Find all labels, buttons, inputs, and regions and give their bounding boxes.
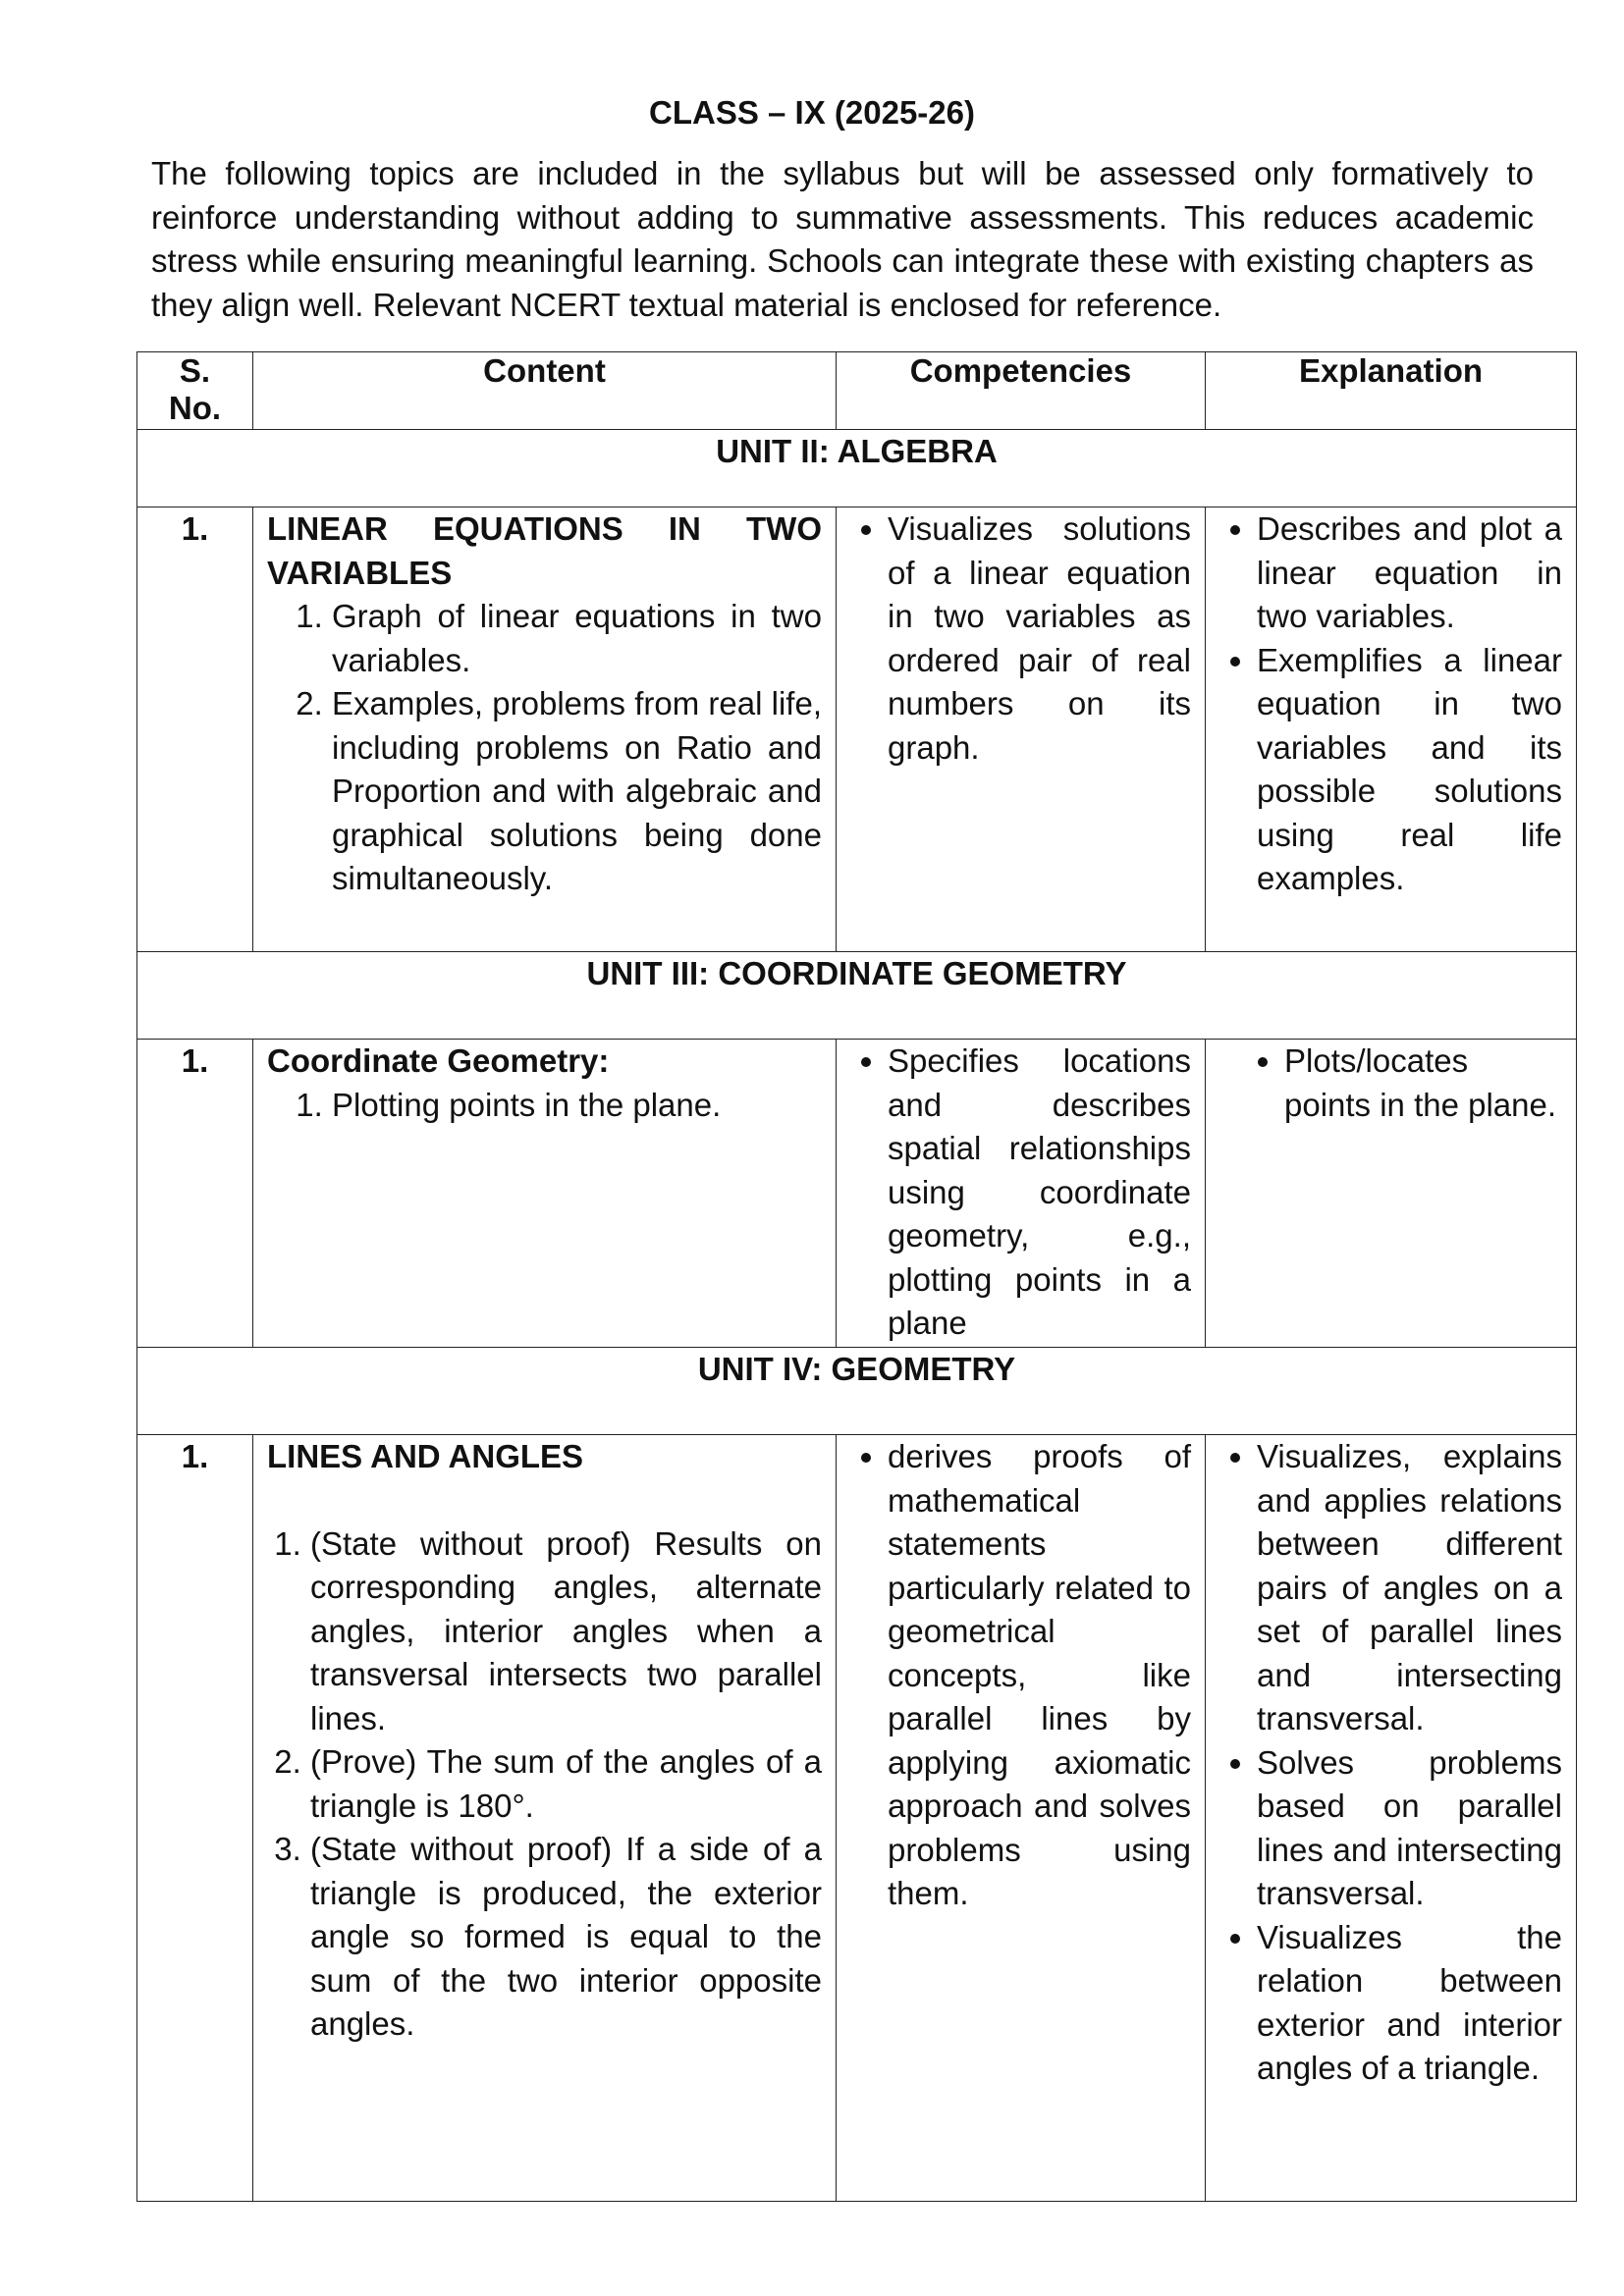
row-sno: 1. xyxy=(137,1435,253,2202)
row-competencies xyxy=(837,1040,1206,1348)
list-item: • Exemplifies a linear equation in two variables and its possible solutions using real life examples. xyxy=(1257,639,1562,901)
row-content xyxy=(253,1435,837,2202)
list-item: • Plots/locates points in the plane. xyxy=(1284,1040,1562,1127)
list-item: 2. Examples, problems from real life, including problems on Ratio and Proportion and with algebraic and graphical solutions being done simultaneously. xyxy=(332,682,822,901)
intro-paragraph: The following topics are included in the syllabus but will be assessed only formatively to reinforce understanding without adding to summative assessments. This reduces academic stress while ensuring meaningful learning. Schools can integrate these with existing chapters as they align well. Relevant NCERT textual material is enclosed for reference. xyxy=(151,155,1534,323)
table-header-row xyxy=(137,352,1577,430)
content-list xyxy=(267,1522,822,2047)
row-competencies xyxy=(837,1435,1206,2202)
row-explanation xyxy=(1206,1040,1577,1348)
page-title: CLASS – IX (2025-26) xyxy=(649,94,975,131)
list-item: 1. Graph of linear equations in two variables. xyxy=(332,595,822,682)
explanation-list xyxy=(1219,1040,1562,1127)
unit-heading-row xyxy=(137,952,1577,1040)
list-item: • Visualizes the relation between exterior and interior angles of a triangle. xyxy=(1257,1916,1562,2091)
row-competencies xyxy=(837,507,1206,952)
content-title: LINEAR EQUATIONS IN TWO VARIABLES xyxy=(267,510,822,591)
competency-list xyxy=(850,1040,1191,1346)
unit-heading: UNIT III: COORDINATE GEOMETRY xyxy=(137,952,1577,1040)
list-item: • Solves problems based on parallel lines and intersecting transversal. xyxy=(1257,1741,1562,1916)
row-content xyxy=(253,1040,837,1348)
unit-heading-row xyxy=(137,430,1577,507)
row-sno: 1. xyxy=(137,507,253,952)
header-competencies: Competencies xyxy=(837,352,1206,430)
content-title: Coordinate Geometry: xyxy=(267,1042,610,1079)
content-title: LINES AND ANGLES xyxy=(267,1438,584,1474)
competency-list xyxy=(850,507,1191,770)
list-item: • Visualizes, explains and applies relations between different pairs of angles on a set of parallel lines and intersecting transversal. xyxy=(1257,1435,1562,1741)
row-explanation xyxy=(1206,1435,1577,2202)
header-explanation: Explanation xyxy=(1206,352,1577,430)
spacer xyxy=(267,1479,822,1522)
list-item: 2. (Prove) The sum of the angles of a triangle is 180°. xyxy=(310,1740,822,1828)
list-item: • derives proofs of mathematical statements particularly related to geometrical concepts, like parallel lines by applying axiomatic approach and solves problems using them. xyxy=(888,1435,1191,1916)
list-item: • Specifies locations and describes spatial relationships using coordinate geometry, e.g., plotting points in a plane xyxy=(888,1040,1191,1346)
unit-heading: UNIT IV: GEOMETRY xyxy=(137,1348,1577,1435)
list-item: • Describes and plot a linear equation in two variables. xyxy=(1257,507,1562,639)
table-row xyxy=(137,1040,1577,1348)
content-list xyxy=(267,1084,822,1128)
list-item: • Visualizes solutions of a linear equation in two variables as ordered pair of real numbers on its graph. xyxy=(888,507,1191,770)
competency-list xyxy=(850,1435,1191,1916)
header-sno: S. No. xyxy=(137,352,253,430)
unit-heading: UNIT II: ALGEBRA xyxy=(137,430,1577,507)
list-item: 1. (State without proof) Results on corresponding angles, alternate angles, interior angles when a transversal intersects two parallel lines. xyxy=(310,1522,822,1741)
syllabus-table xyxy=(136,351,1577,2202)
explanation-list xyxy=(1219,507,1562,901)
unit-heading-row xyxy=(137,1348,1577,1435)
row-explanation xyxy=(1206,507,1577,952)
content-list xyxy=(267,595,822,901)
table-row xyxy=(137,507,1577,952)
list-item: 3. (State without proof) If a side of a triangle is produced, the exterior angle so formed is equal to the sum of the two interior opposite angles. xyxy=(310,1828,822,2047)
header-content: Content xyxy=(253,352,837,430)
list-item: 1. Plotting points in the plane. xyxy=(332,1084,822,1128)
row-content xyxy=(253,507,837,952)
explanation-list xyxy=(1219,1435,1562,2091)
row-sno: 1. xyxy=(137,1040,253,1348)
table-row xyxy=(137,1435,1577,2202)
